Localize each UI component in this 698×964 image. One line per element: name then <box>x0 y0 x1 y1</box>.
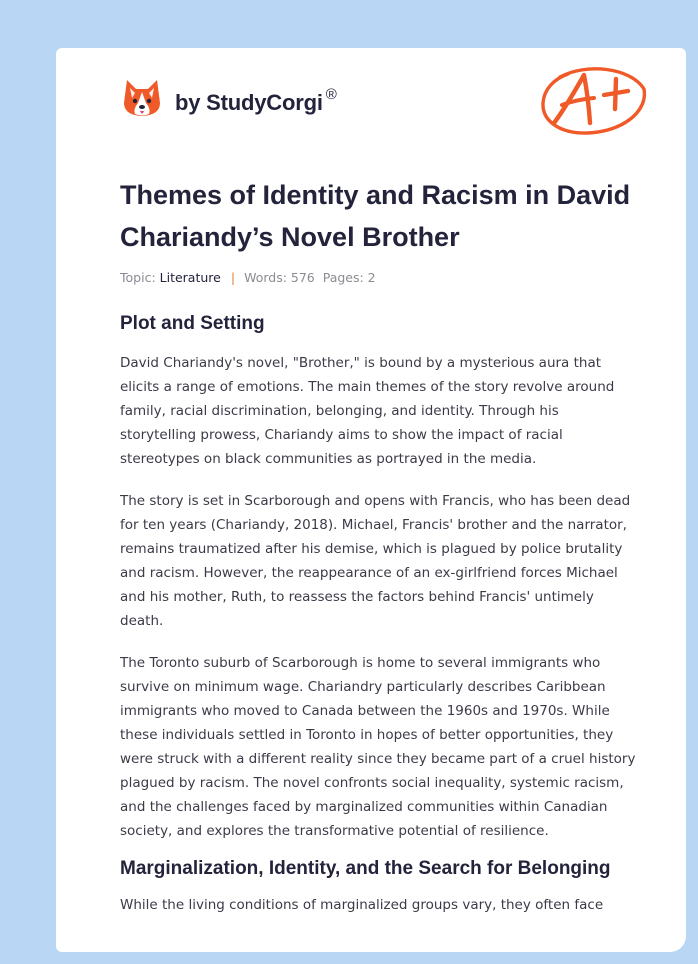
brand-name: by StudyCorgi ® <box>175 86 337 115</box>
studycorgi-logo[interactable] <box>122 76 337 120</box>
document-meta <box>120 270 376 285</box>
word-count: Words: 576 <box>244 270 315 285</box>
topic-label: Topic: <box>120 270 156 285</box>
document-body <box>120 308 636 935</box>
section-heading-plot: Plot and Setting <box>120 313 265 334</box>
body-paragraph: David Chariandy's novel, "Brother," is bound by a mysterious aura that elicits a range of emotions. The main themes of the story revolve around family, racial discrimination, belonging, and identity. Through his storytelling prowess, Chariandy aims to show the impact of racial stereotypes on black communities as portrayed in the media. <box>120 355 615 467</box>
page-count: Pages: 2 <box>322 270 376 285</box>
topic-link[interactable]: Literature <box>159 270 221 285</box>
corgi-icon <box>122 76 162 120</box>
body-paragraph: While the living conditions of marginalized groups vary, they often face <box>120 897 604 913</box>
body-paragraph: The Toronto suburb of Scarborough is home to several immigrants who survive on minimum wage. Chariandry particularly describes Caribbean immigrants who moved to Canada between the 1960s and 1970s. While these individuals settled in Toronto in hopes of better opportunities, they were struck with a different reality since they became part of a cruel history plagued by racism. The novel confronts social inequality, systemic racism, and the challenges faced by marginalized communities within Canadian society, and explores the transformative potential of resilience. <box>120 655 636 839</box>
registered-mark: ® <box>325 86 337 103</box>
a-plus-grade-icon <box>540 59 648 139</box>
document-page <box>56 48 686 952</box>
document-title: Themes of Identity and Racism in David Chariandy’s Novel Brother <box>120 180 631 252</box>
body-paragraph: The story is set in Scarborough and opens with Francis, who has been dead for ten years (Chariandy, 2018). Michael, Francis' brother and the narrator, remains traumatized after his demise, which is plagued by police brutality and racism. However, the reappearance of an ex-girlfriend forces Michael and his mother, Ruth, to reassess the factors behind Francis' untimely death. <box>120 493 631 629</box>
section-heading-marginalization: Marginalization, Identity, and the Search for Belonging <box>120 858 611 879</box>
meta-separator: | <box>230 270 236 285</box>
